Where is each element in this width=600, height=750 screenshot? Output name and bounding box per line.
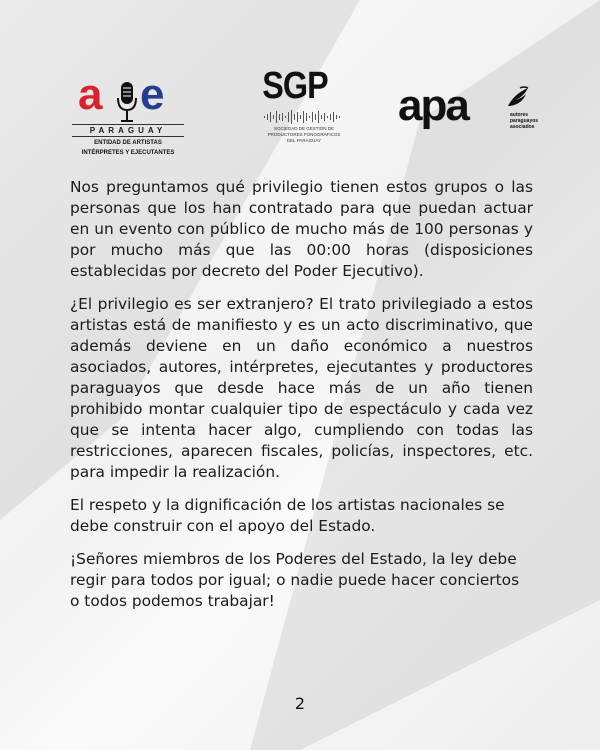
paragraph: Nos preguntamos qué privilegio tienen estos grupos o las personas que los han contratado para que puedan actuar en un evento con público de mucho más de 100 personas y por mucho más que las 00:00 horas (disposiciones establecidas por decreto del Poder Ejecutivo). [70, 178, 533, 280]
aie-subtitle-2: INTÉRPRETES Y EJECUTANTES [81, 150, 175, 156]
soundwave-icon [264, 110, 340, 124]
apa-name: apa [398, 81, 468, 130]
sgp-subtitle-1: SOCIEDAD DE GESTIÓN DE [273, 126, 334, 131]
page-number: 2 [294, 694, 306, 713]
apa-subtitle [510, 112, 538, 130]
aie-letter-a: a [78, 70, 103, 119]
statement-body [70, 177, 533, 624]
sgp-subtitle-3: DEL PARAGUAY [286, 138, 322, 143]
aie-letter-e: e [140, 70, 165, 119]
aie-logo [72, 70, 184, 157]
aie-subtitle-1: ENTIDAD DE ARTISTAS [94, 140, 162, 146]
aie-country: PARAGUAY [72, 124, 184, 137]
sgp-subtitle-2: PRODUCTORES FONOGRÁFICOS [267, 132, 341, 137]
microphone-icon [116, 80, 138, 124]
apa-subtitle-1: autores [510, 112, 529, 118]
apa-logo [398, 82, 538, 132]
sgp-name: SGP [262, 65, 328, 107]
paragraph: ¡Señores miembros de los Poderes del Estado, la ley debe regir para todos por igual; o nadie puede hacer conciertos o todos podemos trabajar! [70, 550, 520, 610]
header-logos [0, 62, 600, 172]
sgp-logo [252, 66, 352, 144]
apa-subtitle-2: paraguayos [510, 118, 539, 124]
paragraph: El respeto y la dignificación de los artistas nacionales se debe construir con el apoyo del Estado. [70, 496, 505, 535]
paragraph: ¿El privilegio es ser extranjero? El trato privilegiado a estos artistas está de manifiesto y es un acto discriminativo, que además deviene en un daño económico a nuestros asociados, autores, intérpretes, ejecutantes y productores paraguayos que desde hace más de un año tienen prohibido montar cualquier tipo de espectáculo y cada vez que se intenta hacer algo, cumpliendo con todas las restricciones, aparecen fiscales, policías, inspectores, etc. para impedir la realización. [70, 295, 533, 481]
bird-pen-icon [506, 84, 532, 110]
apa-subtitle-3: asociados [510, 124, 535, 130]
